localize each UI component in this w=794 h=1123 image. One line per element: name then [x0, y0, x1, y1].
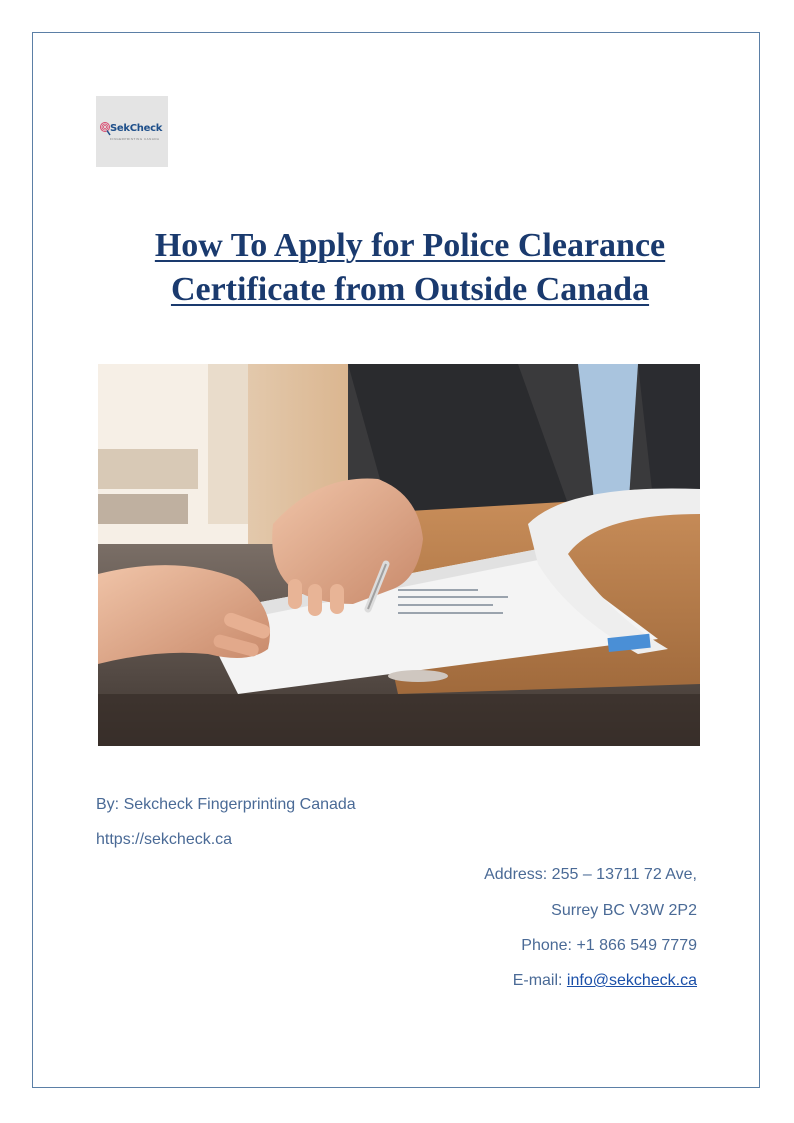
author-line: By: Sekcheck Fingerprinting Canada: [96, 796, 356, 813]
logo-tagline: FINGERPRINTING CANADA: [110, 137, 160, 141]
email-line: [513, 972, 697, 990]
document-title: [110, 224, 710, 312]
address-line-2: Surrey BC V3W 2P2: [551, 902, 697, 919]
document-signing-photo: [98, 364, 700, 746]
photo-illustration: [98, 364, 700, 746]
logo-name: SekCheck: [110, 123, 163, 134]
email-link[interactable]: info@sekcheck.ca: [566, 972, 697, 989]
title-line-1: How To Apply for Police Clearance: [154, 227, 666, 264]
address-line-1: Address: 255 – 13711 72 Ave,: [484, 866, 697, 883]
email-label: E-mail:: [512, 972, 567, 989]
company-logo: [96, 96, 168, 167]
website-link[interactable]: https://sekcheck.ca: [96, 831, 233, 848]
title-line-2: Certificate from Outside Canada: [170, 271, 650, 308]
phone-number: Phone: +1 866 549 7779: [521, 937, 697, 954]
